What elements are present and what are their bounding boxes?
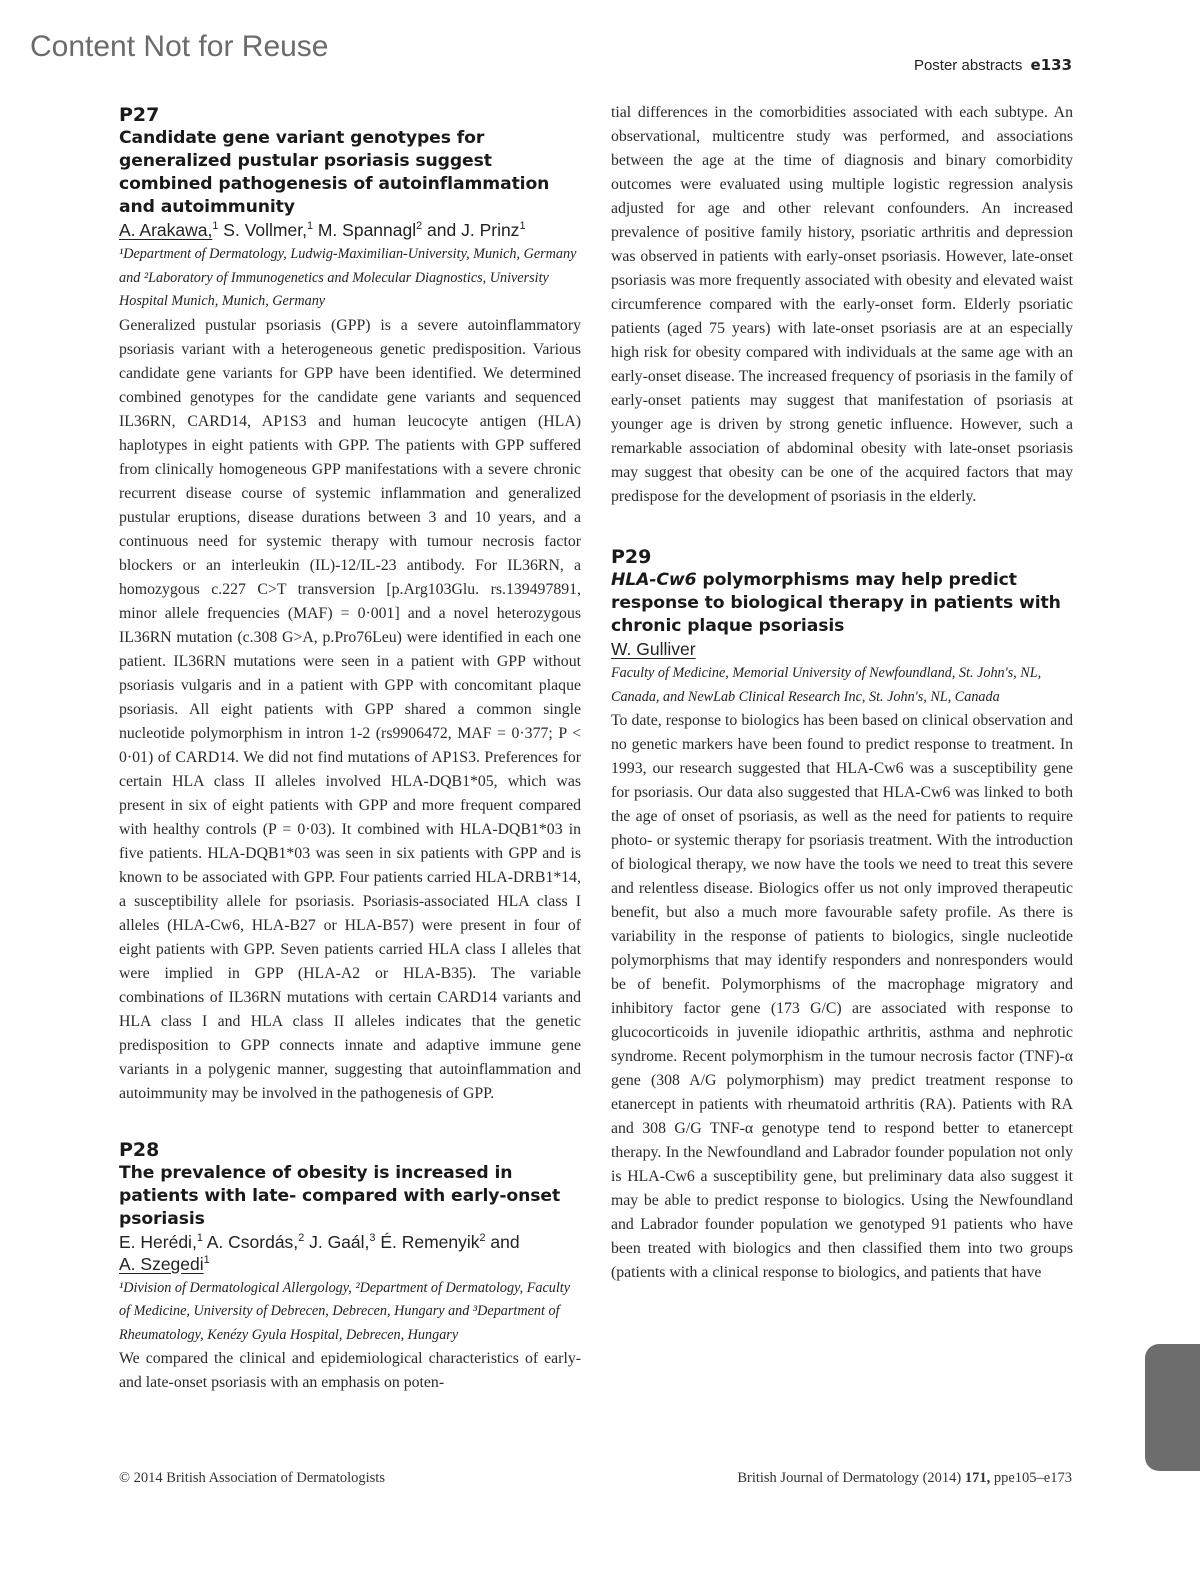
watermark: Content Not for Reuse	[30, 30, 329, 63]
abstract-p29	[611, 545, 1073, 1285]
gene-name: HLA-Cw6	[611, 570, 697, 590]
abstract-id: P29	[611, 546, 652, 568]
author: E. Herédi,	[119, 1231, 197, 1252]
author: A. Csordás,	[206, 1231, 299, 1252]
author: and J. Prinz	[427, 220, 520, 240]
author-presenting: A. Szegedi	[119, 1253, 204, 1274]
author-list: A. Arakawa,$^1$ S. Vollmer,$^1$ M. Spannagl$^2$ and J. Prinz$^1$	[119, 220, 526, 240]
footer-citation: British Journal of Dermatology (2014) 171, ppe105–e173	[737, 1470, 1072, 1486]
abstract-p27	[119, 103, 581, 1106]
side-tab[interactable]	[1145, 1344, 1200, 1471]
author-presenting: W. Gulliver	[611, 639, 696, 659]
author: É. Remenyik	[380, 1231, 480, 1252]
running-head-section: Poster abstracts	[913, 57, 1023, 74]
abstract-title: HLA-Cw6 polymorphisms may help predict response to biological therapy in patients with chronic plaque psoriasis	[611, 570, 1061, 636]
abstract-body-continued: tial differences in the comorbidities associated with each subtype. An observational, multicentre study was performed, and associations between the age at the time of diagnosis and binary comorbidity outcomes were evaluated using multiple logistic regression analysis adjusted for age and other relevant confounders. An increased prevalence of positive family history, psoriatic arthritis and depression was observed in patients with early-onset psoriasis. However, late-onset psoriasis was more frequently associated with obesity and elevated waist circumference compared with the early-onset form. Elderly psoriatic patients (aged 75 years) with late-onset psoriasis are at an especially high risk for obesity compared with individuals at the same age with an early-onset disease. The increased frequency of psoriasis in the family of early-onset patients may suggest that manifestation of psoriasis at younger age is driven by strong genetic influence. However, such a remarkable association of abdominal obesity with late-onset psoriasis may suggest that obesity can be one of the acquired factors that may predispose for the development of psoriasis in the elderly.	[611, 104, 1073, 505]
author: M. Spannagl	[317, 220, 417, 240]
page-number: e133	[1030, 56, 1072, 74]
abstract-body: To date, response to biologics has been based on clinical observation and no genetic markers have been found to predict response to treatment. In 1993, our research suggested that HLA-Cw6 was a susceptibility gene for psoriasis. Our data also suggested that HLA-Cw6 was linked to both the age of onset of psoriasis, as well as the need for patients to require photo- or systemic therapy for psoriasis treatment. With the introduction of biological therapy, we now have the tools we need to treat this severe and relentless disease. Biologics offer us not only improved therapeutic benefit, but also a much more favourable safety profile. As there is variability in the response of patients to biologics, single nucleotide polymorphisms that may identify responders and nonresponders would be of benefit. Polymorphisms of the macrophage migratory and inhibitory factor gene (173 G/C) are associated with response to glucocorticoids in juvenile idiopathic arthritis, asthma and nephrotic syndrome. Recent polymorphism in the tumour necrosis factor (TNF)-α gene (308 A/G polymorphism) may predict treatment response to etanercept in patients with rheumatoid arthritis (RA). Patients with RA and 308 G/G TNF-α genotype tend to respond better to etanercept therapy. In the Newfoundland and Labrador founder population not only is HLA-Cw6 a susceptibility gene, but preliminary data also suggest it may be able to predict response to biologics. Using the Newfoundland and Labrador founder population we genotyped 91 patients who have been treated with biologics and then classified them into two groups (patients with a clinical response to biologics, and patients that have	[611, 712, 1073, 1281]
abstract-body: We compared the clinical and epidemiological characteristics of early- and late-onset psoriasis with an emphasis on poten-	[119, 1350, 581, 1391]
author-presenting: A. Arakawa,	[119, 220, 213, 240]
abstract-title: Candidate gene variant genotypes for generalized pustular psoriasis suggest combined pathogenesis of autoinflammation and autoimmunity	[119, 128, 550, 217]
author: J. Gaál,	[309, 1231, 370, 1252]
author-list	[611, 638, 1073, 660]
affiliation: ¹Department of Dermatology, Ludwig-Maximilian-University, Munich, Germany and ²Laboratory of Immunogenetics and Molecular Diagnostics, University Hospital Munich, Munich, Germany	[119, 246, 577, 309]
abstract-title: The prevalence of obesity is increased in patients with late- compared with early-onset psoriasis	[119, 1162, 561, 1229]
abstract-id: P27	[119, 104, 160, 126]
abstract-id: P28	[119, 1138, 160, 1161]
author-conjunction: and	[490, 1231, 520, 1252]
running-head	[914, 56, 1072, 74]
footer-copyright: © 2014 British Association of Dermatologists	[119, 1470, 385, 1486]
abstract-p28	[119, 1138, 581, 1396]
left-column	[119, 103, 581, 1395]
affiliation: Faculty of Medicine, Memorial University of Newfoundland, St. John's, NL, Canada, and NewLab Clinical Research Inc, St. John's, NL, Canada	[611, 665, 1042, 705]
affiliation: ¹Division of Dermatological Allergology, ²Department of Dermatology, Faculty of Medicine, University of Debrecen, Debrecen, Hungary and ³Department of Rheumatology, Kenézy Gyula Hospital, Debrecen, Hungary	[119, 1279, 571, 1343]
abstract-body: Generalized pustular psoriasis (GPP) is a severe autoinflammatory psoriasis variant with a heterogeneous genetic predisposition. Various candidate gene variants for GPP have been identified. We determined combined genotypes for the candidate gene variants and sequenced IL36RN, CARD14, AP1S3 and human leucocyte antigen (HLA) haplotypes in eight patients with GPP. The patients with GPP suffered from clinically homogeneous GPP manifestations with a severe chronic recurrent disease course of systemic inflammation and generalized pustular eruptions, disease durations between 3 and 10 years, and a continuous need for systemic therapy with tumour necrosis factor blockers or an interleukin (IL)-12/IL-23 antibody. For IL36RN, a homozygous c.227 C>T transversion [p.Arg103Glu. rs.139497891, minor allele frequencies (MAF) = 0·001] and a novel heterozygous IL36RN mutation (c.308 G>A, p.Pro76Leu) were identified in each one patient. IL36RN mutations were seen in a patient with GPP without psoriasis vulgaris and in a patient with GPP with concomitant plaque psoriasis. All eight patients with GPP shared a common single nucleotide polymorphism in intron 1-2 (rs9906472, MAF = 0·377; P < 0·01) of CARD14. We did not find mutations of AP1S3. Preferences for certain HLA class II alleles involved HLA-DQB1*05, which was present in six of eight patients with GPP and more frequent compared with healthy controls (P = 0·03). It combined with HLA-DQB1*03 in five patients. HLA-DQB1*03 was seen in six patients with GPP and is known to be associated with GPP. Four patients carried HLA-DRB1*14, a susceptibility allele for psoriasis. Psoriasis-associated HLA class I alleles (HLA-Cw6, HLA-B27 or HLA-B57) were present in four of eight patients with GPP. Seven patients carried HLA class I alleles that were implied in GPP (HLA-A2 or HLA-B35). The variable combinations of IL36RN mutations with certain CARD14 variants and HLA class I and HLA class II alleles indicates that the genetic predisposition to GPP connects innate and adaptive immune gene variants in a polygenic manner, suggesting that autoinflammation and autoimmunity may be involved in the pathogenesis of GPP.	[119, 316, 581, 1102]
right-column	[611, 101, 1073, 1285]
author-list: E. Herédi,$^1$ A. Csordás,$^2$ J. Gaál,$^3$ É. Remenyik$^2$ and A. Szegedi$^1$	[119, 1231, 520, 1274]
author: S. Vollmer,	[223, 220, 307, 240]
